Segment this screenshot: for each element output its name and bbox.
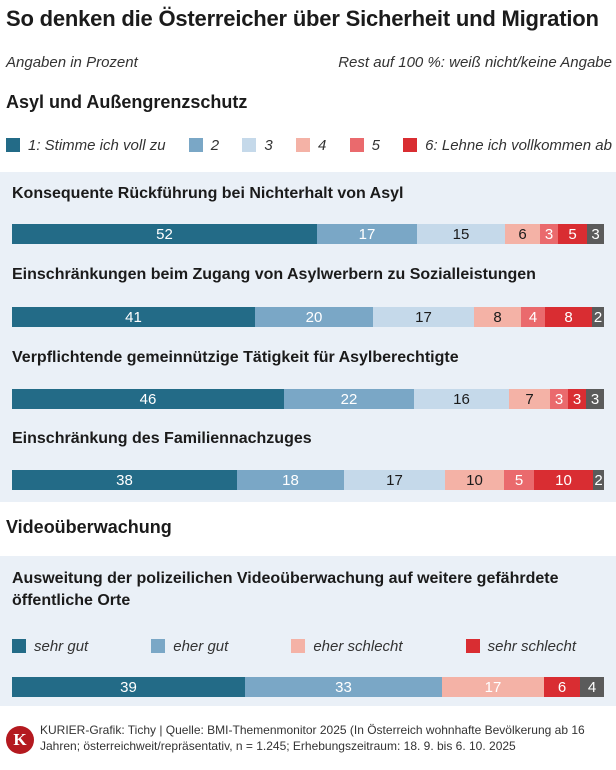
bar-segment: 5 [558,224,587,244]
legend-label: 5 [371,136,380,154]
legend-item [12,638,88,655]
bar-segment: 3 [550,389,568,409]
bar-segment: 17 [373,307,474,327]
bar-segment: 15 [417,224,505,244]
legend-swatch [6,138,20,152]
unit-note: Angaben in Prozent [6,54,138,71]
bar-segment: 3 [587,224,604,244]
bar-segment: 3 [568,389,586,409]
section-title-asyl: Asyl und Außengrenzschutz [6,92,248,112]
bar-segment: 8 [545,307,592,327]
bar-segment: 16 [414,389,509,409]
legend-swatch [151,639,165,653]
bar-segment: 17 [344,470,445,490]
bar-segment: 8 [474,307,521,327]
legend-label: 2 [210,136,220,154]
legend-item [350,137,380,154]
legend-item [296,137,326,154]
legend-swatch [12,639,26,653]
stacked-bar [12,224,604,244]
bar-segment: 3 [540,224,558,244]
legend-swatch [403,138,417,152]
legend-item [291,638,402,655]
legend-swatch [350,138,364,152]
bar-segment: 46 [12,389,284,409]
legend-item [6,137,166,154]
bar-segment: 20 [255,307,373,327]
bar-segment: 7 [509,389,550,409]
chart-title: So denken die Österreicher über Sicherheit und Migration [6,6,599,31]
bar-segment: 10 [534,470,593,490]
bar-segment: 10 [445,470,504,490]
bar-segment: 52 [12,224,317,244]
stacked-bar [12,470,604,490]
question-label: Einschränkung des Familiennachzuges [12,430,312,447]
bar-segment: 4 [521,307,545,327]
bar-segment: 41 [12,307,255,327]
legend-swatch [242,138,256,152]
legend-swatch [189,138,203,152]
bar-segment: 3 [586,389,604,409]
stacked-bar [12,307,604,327]
question-label: Einschränkungen beim Zugang von Asylwerbern zu Sozialleistungen [12,266,536,283]
legend-label: 6: Lehne ich vollkommen ab [425,136,612,154]
legend-swatch [291,639,305,653]
legend-swatch [466,639,480,653]
bar-segment: 39 [12,677,245,697]
legend-video [12,636,576,656]
legend-label: sehr gut [34,637,89,655]
stacked-bar [12,677,604,697]
rest-note: Rest auf 100 %: weiß nicht/keine Angabe [338,54,612,71]
legend-item [242,137,272,154]
footer [0,712,616,770]
legend-swatch [296,138,310,152]
legend-item [151,638,228,655]
bar-segment: 6 [505,224,540,244]
bar-segment: 22 [284,389,414,409]
source-note: KURIER-Grafik: Tichy | Quelle: BMI-Themenmonitor 2025 (In Österreich wohnhafte Bevölkerung ab 16 Jahren; österreichweit/repräsentativ, n = 1.245; Erhebungszeitraum: 18. 9. bis 6. 10. 2025 [40,723,585,753]
legend-label: eher gut [173,637,229,655]
legend-label: eher schlecht [313,637,403,655]
bar-segment: 18 [237,470,344,490]
bar-segment: 4 [580,677,604,697]
bar-segment: 2 [594,471,603,489]
legend-item [403,137,612,154]
video-panel [0,556,616,706]
legend-item [189,137,219,154]
legend-item [466,638,576,655]
bar-segment: 5 [504,470,534,490]
bar-segment: 2 [593,308,603,326]
section-title-video: Videoüberwachung [6,517,172,537]
legend-asyl [6,135,612,155]
bar-segment: 17 [442,677,544,697]
question-label: Verpflichtende gemeinnützige Tätigkeit für Asylberechtigte [12,349,459,366]
legend-label: 4 [317,136,327,154]
legend-label: 3 [264,136,273,154]
question-label: Konsequente Rückführung bei Nichterhalt von Asyl [12,185,404,202]
stacked-bar [12,389,604,409]
bar-segment: 17 [317,224,417,244]
asyl-panel [0,172,616,502]
question-label: Ausweitung der polizeilichen Videoüberwachung auf weitere gefährdete öffentliche Orte [12,570,559,609]
bar-segment: 33 [245,677,442,697]
bar-segment: 6 [544,677,580,697]
kurier-logo: K [6,726,34,754]
legend-label: 1: Stimme ich voll zu [28,136,166,154]
bar-segment: 38 [12,470,237,490]
legend-label: sehr schlecht [487,637,576,655]
